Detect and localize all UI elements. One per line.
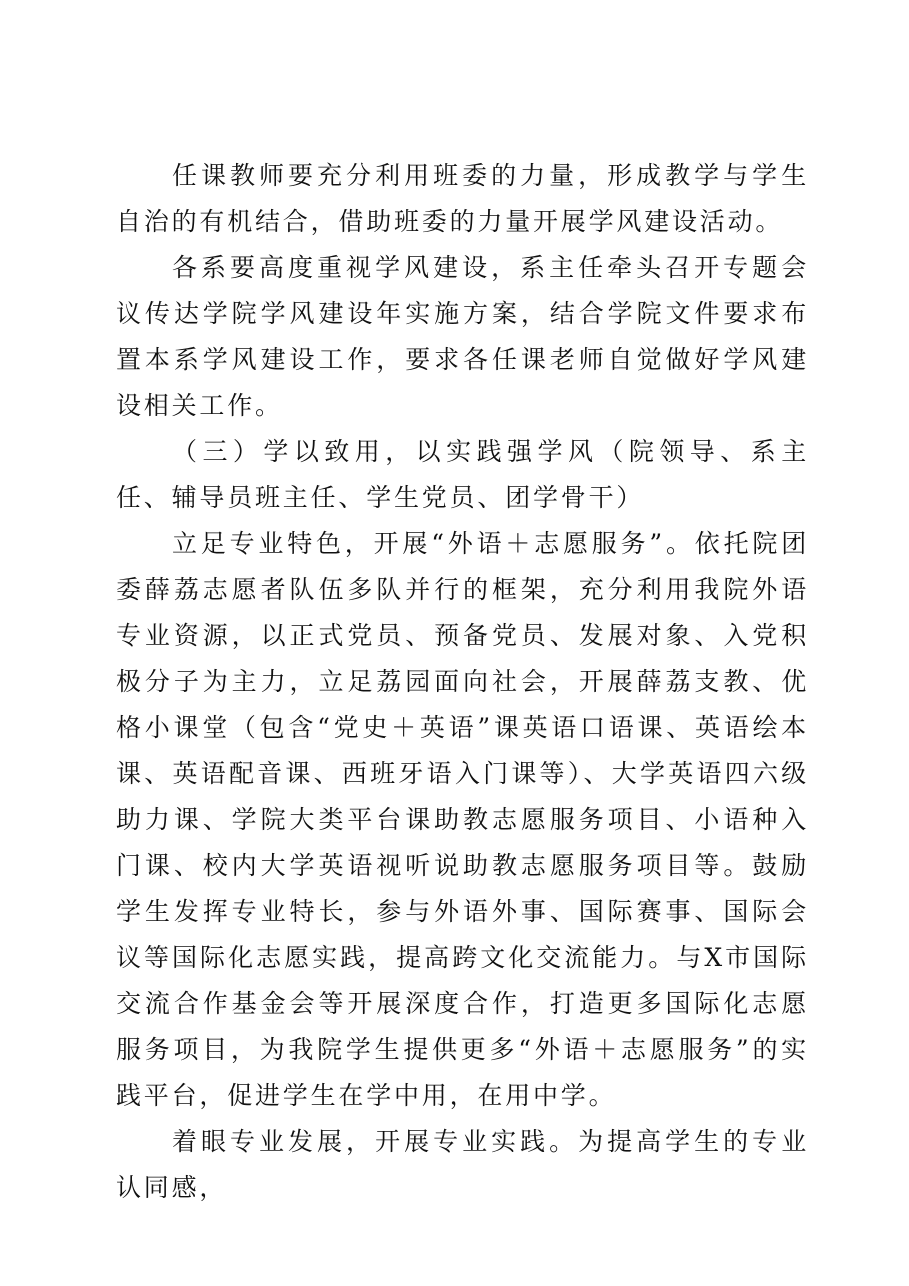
paragraph-class-committee: 任课教师要充分利用班委的力量，形成教学与学生自治的有机结合，借助班委的力量开展学风建设活动。 xyxy=(116,161,809,236)
paragraph-professional-practice: 着眼专业发展，开展专业实践。为提高学生的专业认同感， xyxy=(116,1127,809,1202)
paragraph-department-meeting: 各系要高度重视学风建设，系主任牵头召开专题会议传达学院学风建设年实施方案，结合学院文件要求布置本系学风建设工作，要求各任课老师自觉做好学风建设相关工作。 xyxy=(116,253,809,420)
section-heading-practice: （三）学以致用，以实践强学风（院领导、系主任、辅导员班主任、学生党员、团学骨干） xyxy=(116,437,809,512)
document-body xyxy=(116,153,809,1211)
paragraph-volunteer-service: 立足专业特色，开展“外语＋志愿服务”。依托院团委薛荔志愿者队伍多队并行的框架，充分利用我院外语专业资源，以正式党员、预备党员、发展对象、入党积极分子为主力，立足荔园面向社会，开展薛荔支教、优格小课堂（包含“党史＋英语”课英语口语课、英语绘本课、英语配音课、西班牙语入门课等）、大学英语四六级助力课、学院大类平台课助教志愿服务项目、小语种入门课、校内大学英语视听说助教志愿服务项目等。鼓励学生发挥专业特长，参与外语外事、国际赛事、国际会议等国际化志愿实践，提高跨文化交流能力。与X市国际交流合作基金会等开展深度合作，打造更多国际化志愿服务项目，为我院学生提供更多“外语＋志愿服务”的实践平台，促进学生在学中用，在用中学。 xyxy=(116,529,809,1110)
